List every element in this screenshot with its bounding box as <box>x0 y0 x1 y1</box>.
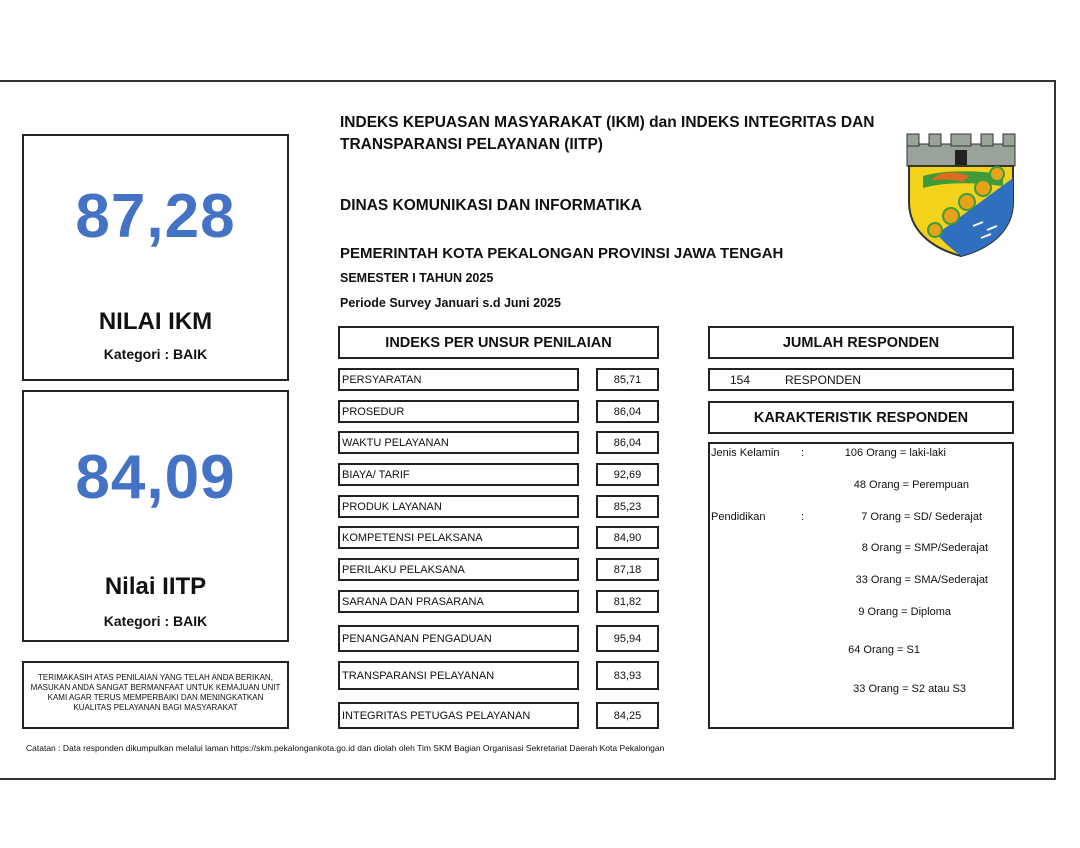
thank-you-note: TERIMAKASIH ATAS PENILAIAN YANG TELAH ANDA BERIKAN, MASUKAN ANDA SANGAT BERMANFAAT UNTUK KEMAJUAN UNIT KAMI AGAR TERUS MEMPERBAIKI DAN MENINGKATKAN KUALITAS PELAYANAN BAGI MASYARAKAT <box>22 661 289 729</box>
index-row-label: KOMPETENSI PELAKSANA <box>338 526 579 549</box>
index-row-label: TRANSPARANSI PELAYANAN <box>338 661 579 690</box>
index-row-label: PROSEDUR <box>338 400 579 423</box>
education-colon: : <box>801 511 805 523</box>
education-item: 7 Orang = SD/ Sederajat <box>861 511 982 523</box>
education-item: 64 Orang = S1 <box>848 644 920 656</box>
index-row-label: WAKTU PELAYANAN <box>338 431 579 454</box>
iitp-category: Kategori : BAIK <box>103 613 208 629</box>
report-title: INDEKS KEPUASAN MASYARAKAT (IKM) dan INDEKS INTEGRITAS DAN TRANSPARANSI PELAYANAN (IITP) <box>340 114 875 153</box>
index-row-value: 83,93 <box>596 661 659 690</box>
education-item: 33 Orang = SMA/Sederajat <box>855 574 988 586</box>
education-item: 9 Orang = Diploma <box>858 606 951 618</box>
respondents-title: JUMLAH RESPONDEN <box>708 326 1014 359</box>
iitp-label: Nilai IITP <box>104 573 207 600</box>
gender-item: 48 Orang = Perempuan <box>853 479 969 491</box>
ikm-category: Kategori : BAIK <box>103 346 208 362</box>
semester-label: SEMESTER I TAHUN 2025 <box>340 271 494 285</box>
index-row-value: 86,04 <box>596 400 659 423</box>
characteristics-title: KARAKTERISTIK RESPONDEN <box>708 401 1014 434</box>
gender-colon: : <box>801 447 805 459</box>
ikm-label: NILAI IKM <box>98 308 213 335</box>
index-row-value: 85,23 <box>596 495 659 518</box>
index-row-label: BIAYA/ TARIF <box>338 463 579 486</box>
indices-title: INDEKS PER UNSUR PENILAIAN <box>338 326 659 359</box>
government-name: PEMERINTAH KOTA PEKALONGAN PROVINSI JAWA TENGAH <box>340 245 784 262</box>
ikm-score-box <box>22 134 289 381</box>
survey-period: Periode Survey Januari s.d Juni 2025 <box>340 296 561 310</box>
index-row-value: 81,82 <box>596 590 659 613</box>
index-row-value: 87,18 <box>596 558 659 581</box>
index-row-value: 84,25 <box>596 702 659 729</box>
education-item: 8 Orang = SMP/Sederajat <box>861 542 988 554</box>
index-row-value: 85,71 <box>596 368 659 391</box>
index-row-label: PRODUK LAYANAN <box>338 495 579 518</box>
education-item: 33 Orang = S2 atau S3 <box>853 683 966 695</box>
ikm-value: 87,28 <box>75 182 236 251</box>
education-label: Pendidikan <box>711 511 766 523</box>
index-row-value: 84,90 <box>596 526 659 549</box>
index-row-value: 95,94 <box>596 625 659 652</box>
index-row-label: PENANGANAN PENGADUAN <box>338 625 579 652</box>
index-row-label: INTEGRITAS PETUGAS PELAYANAN <box>338 702 579 729</box>
respondent-count-row <box>708 368 1014 391</box>
footnote: Catatan : Data responden dikumpulkan melalui laman https://skm.pekalongankota.go.id dan diolah oleh Tim SKM Bagian Organisasi Sekretariat Daerah Kota Pekalongan <box>26 743 665 753</box>
index-row-value: 92,69 <box>596 463 659 486</box>
gender-label: Jenis Kelamin <box>711 447 780 459</box>
pekalongan-crest-logo <box>903 130 1019 260</box>
respondent-count: 154 <box>730 372 751 387</box>
iitp-score-box <box>22 390 289 642</box>
index-row-label: PERILAKU PELAKSANA <box>338 558 579 581</box>
index-row-label: PERSYARATAN <box>338 368 579 391</box>
iitp-value: 84,09 <box>75 443 236 512</box>
index-row-label: SARANA DAN PRASARANA <box>338 590 579 613</box>
gender-item: 106 Orang = laki-laki <box>844 447 946 459</box>
respondent-unit: RESPONDEN <box>785 372 862 387</box>
agency-name: DINAS KOMUNIKASI DAN INFORMATIKA <box>340 197 642 214</box>
index-row-value: 86,04 <box>596 431 659 454</box>
